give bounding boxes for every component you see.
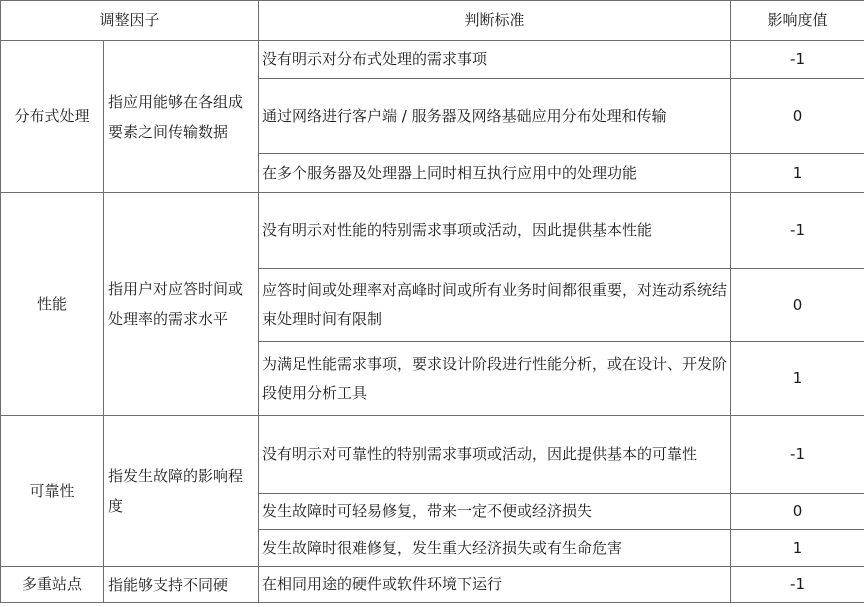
criterion-cell: 在多个服务器及处理器上同时相互执行应用中的处理功能: [259, 154, 731, 193]
criterion-cell: 没有明示对性能的特别需求事项或活动，因此提供基本性能: [259, 193, 731, 269]
header-value: 影响度值: [731, 1, 864, 41]
header-criteria: 判断标准: [259, 1, 731, 41]
value-cell: 1: [731, 342, 864, 416]
table-row: [1, 567, 864, 603]
value-cell: -1: [731, 193, 864, 269]
factor-description: 指应用能够在各组成要素之间传输数据: [104, 41, 259, 193]
value-cell: -1: [731, 41, 864, 79]
factor-description: 指能够支持不同硬: [104, 567, 259, 603]
factor-description: 指发生故障的影响程度: [104, 416, 259, 567]
criterion-cell: 在相同用途的硬件或软件环境下运行: [259, 567, 731, 603]
criterion-cell: 发生故障时可轻易修复，带来一定不便或经济损失: [259, 494, 731, 530]
table-row: [1, 416, 864, 494]
value-cell: -1: [731, 416, 864, 494]
header-row: [1, 1, 864, 41]
value-cell: 1: [731, 154, 864, 193]
factor-name: 可靠性: [1, 416, 104, 567]
criterion-cell: 应答时间或处理率对高峰时间或所有业务时间都很重要，对连动系统结束处理时间有限制: [259, 269, 731, 342]
criterion-cell: 没有明示对可靠性的特别需求事项或活动，因此提供基本的可靠性: [259, 416, 731, 494]
criterion-cell: 为满足性能需求事项，要求设计阶段进行性能分析，或在设计、开发阶段使用分析工具: [259, 342, 731, 416]
factor-description: 指用户对应答时间或处理率的需求水平: [104, 193, 259, 416]
factor-name: 性能: [1, 193, 104, 416]
table-row: [1, 41, 864, 79]
value-cell: 0: [731, 494, 864, 530]
value-cell: 0: [731, 269, 864, 342]
value-cell: 1: [731, 530, 864, 567]
criterion-cell: 没有明示对分布式处理的需求事项: [259, 41, 731, 79]
header-factor: 调整因子: [1, 1, 259, 41]
factor-name: 分布式处理: [1, 41, 104, 193]
criterion-cell: 通过网络进行客户端 / 服务器及网络基础应用分布处理和传输: [259, 79, 731, 154]
factor-name: 多重站点: [1, 567, 104, 603]
value-cell: 0: [731, 79, 864, 154]
table-row: [1, 193, 864, 269]
criterion-cell: 发生故障时很难修复，发生重大经济损失或有生命危害: [259, 530, 731, 567]
value-cell: -1: [731, 567, 864, 603]
